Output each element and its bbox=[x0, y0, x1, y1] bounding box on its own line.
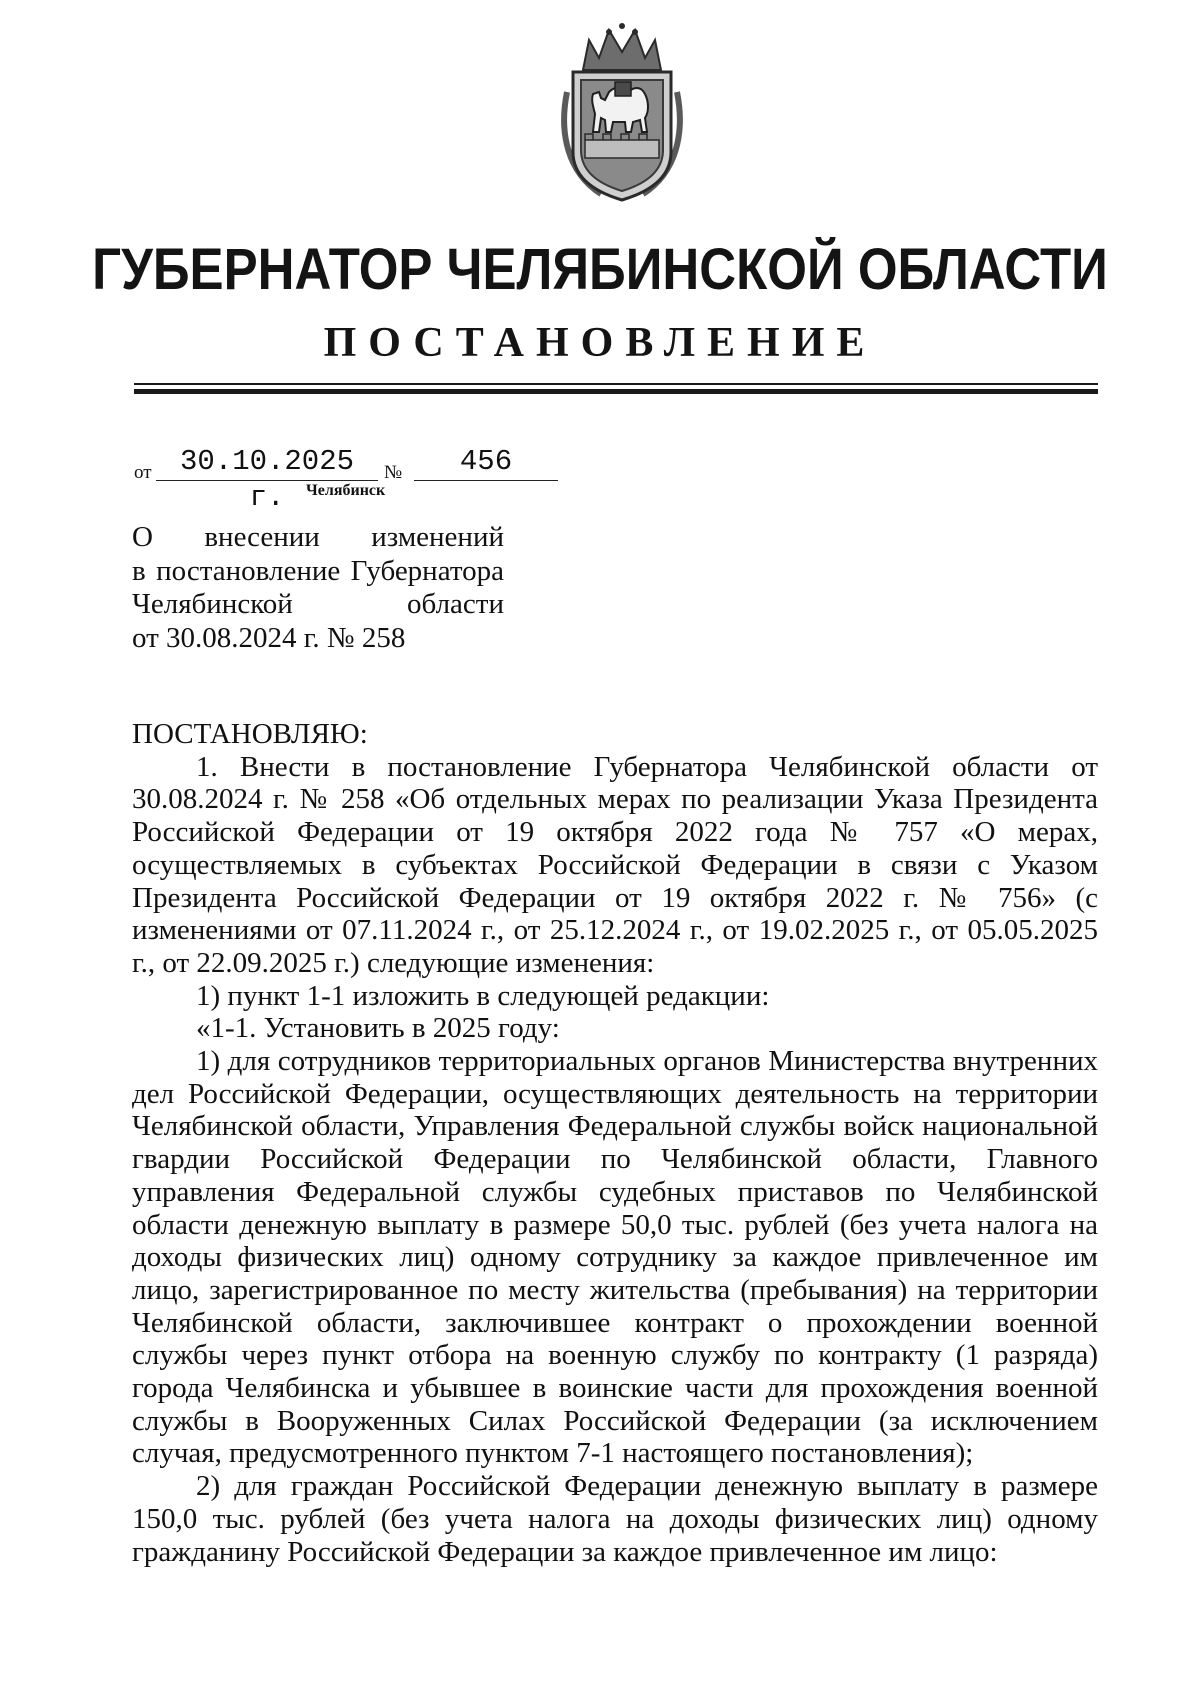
document-number: 456 bbox=[414, 444, 558, 481]
organization-title: ГУБЕРНАТОР ЧЕЛЯБИНСКОЙ ОБЛАСТИ bbox=[92, 237, 1108, 302]
subject-line: Челябинской области bbox=[132, 588, 504, 620]
body-paragraph: 1) для сотрудников территориальных органов Министерства внутренних дел Российской Федерации, осуществляющих деятельность на территории Челябинской области, Управления Федеральной службы войск национальной гвардии Российской Федерации по Челябинской области, Главного управления Федеральной службы судебных приставов по Челябинской области денежную выплату в размере 50,0 тыс. рублей (без учета налога на доходы физических лиц) одному сотруднику за каждое привлеченное им лицо, зарегистрированное по месту жительства (пребывания) на территории Челябинской области, заключившее контракт о прохождении военной службы через пункт отбора на военную службу по контракту (1 разряда) города Челябинска и убывшее в воинские части для прохождения военной службы в Вооруженных Силах Российской Федерации (за исключением случая, предусмотренного пунктом 7-1 настоящего постановления); bbox=[132, 1045, 1098, 1470]
subject-line: О внесении изменений bbox=[132, 521, 504, 553]
number-label: № bbox=[384, 462, 403, 483]
coat-of-arms-icon bbox=[553, 22, 691, 210]
body-paragraph: 1) пункт 1-1 изложить в следующей редакции: bbox=[196, 979, 770, 1012]
body-paragraph: 1. Внести в постановление Губернатора Челябинской области от 30.08.2024 г. № 258 «Об отдельных мерах по реализации Указа Президента Российской Федерации от 19 октября 2022 года № 757 «О мерах, осуществляемых в субъектах Российской Федерации в связи с Указом Президента Российской Федерации от 19 октября 2022 г. № 756» (с изменениями от 07.11.2024 г., от 25.12.2024 г., от 19.02.2025 г., от 05.05.2025 г., от 22.09.2025 г.) следующие изменения: bbox=[132, 750, 1098, 979]
date-label: от bbox=[134, 462, 152, 483]
document-city: Челябинск bbox=[306, 482, 386, 499]
header-rule-thick bbox=[134, 389, 1098, 394]
document-type: ПОСТАНОВЛЕНИЕ bbox=[323, 320, 877, 366]
document-body bbox=[132, 718, 1098, 1568]
subject-line: от 30.08.2024 г. № 258 bbox=[132, 621, 406, 654]
body-paragraph: 2) для граждан Российской Федерации денежную выплату в размере 150,0 тыс. рублей (без учета налога на доходы физических лиц) одному гражданину Российской Федерации за каждое привлеченное им лицо: bbox=[132, 1470, 1098, 1568]
body-paragraph: «1-1. Установить в 2025 году: bbox=[196, 1012, 560, 1045]
resolve-heading: ПОСТАНОВЛЯЮ: bbox=[132, 718, 368, 750]
document-date: 30.10.2025 г. bbox=[156, 444, 378, 481]
subject-line: в постановление Губернатора bbox=[132, 554, 504, 587]
document-subject bbox=[132, 521, 504, 655]
header-rule-thin bbox=[134, 383, 1098, 385]
